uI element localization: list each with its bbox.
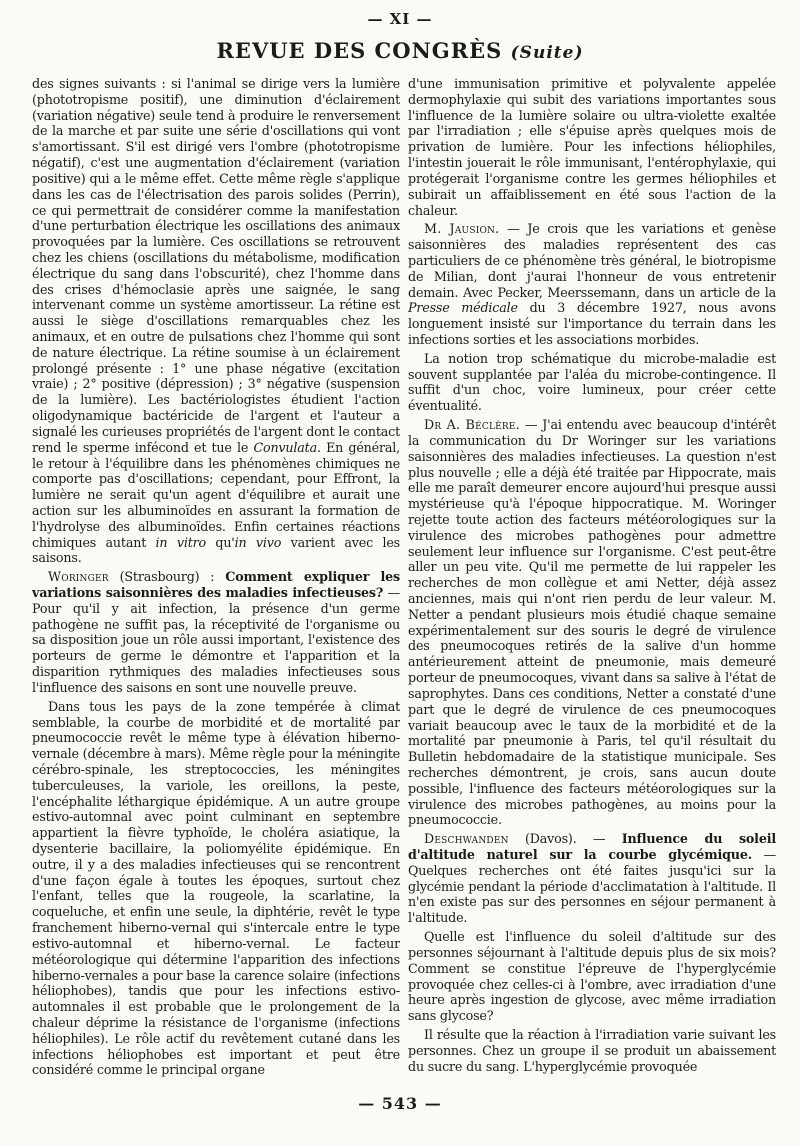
abstract-title: Influence du soleil d'altitude naturel sur la courbe glycémique. (408, 831, 776, 862)
italic-term: in vitro (155, 534, 206, 550)
abstract-title: Comment expliquer les variations saisonnières des maladies infectieuses? (32, 569, 400, 600)
paragraph (32, 76, 400, 566)
text: La notion trop schématique du microbe-maladie est souvent supplantée par l'aléa du microbe-contingence. Il suffit d'un choc, voire lumineux, pour créer cette éventualité. (408, 350, 776, 414)
abstract-heading-woringer (32, 569, 400, 696)
text: En général, le retour à l'équilibre dans les phénomènes chimiques ne comporte pas d'oscillations; cependant, pour Effront, la lumière ne serait qu'un agent d'équilibre et aurait une action sur les albuminoïdes en assurant la formation de l'hydrolyse des albuminoïdes. Enfin certaines réactions chimiques autant (32, 439, 400, 550)
text: — Quelques recherches ont été faites jusqu'ici sur la glycémie pendant la période d'acclimatation à l'altitude. Il n'en existe pas sur des personnes en séjour permanent à l'altitude. (408, 847, 776, 926)
paragraph (408, 76, 776, 218)
speaker-name: Dr A. Béclère. (424, 417, 520, 433)
author-city: (Davos). — (525, 831, 606, 847)
italic-term: Presse médicale (408, 300, 518, 316)
text: d'une immunisation primitive et polyvalente appelée dermophylaxie qui subit des variations importantes sous l'influence de la lumière solaire ou ultra-violette exaltée par l'irradiation ; elle s'épuise après quelques mois de privation de lumière. Pour les infections héliophiles, l'intestin jouerait le rôle immunisant, l'entérophylaxie, qui protégerait l'organisme contre les germes héliophiles et subirait un affaiblissement en été sous l'action de la chaleur. (408, 76, 776, 218)
text: — Pour qu'il y ait infection, la présence d'un germe pathogène ne suffit pas, la réceptivité de l'organisme ou sa disposition joue un rôle aussi important, l'existence des porteurs de germe le démontre et l'apparition et la disparition rythmiques des maladies infectieuses sous l'influence des saisons en sont une nouvelle preuve. (32, 585, 400, 695)
journal-title (0, 38, 800, 63)
speaker-name: M. Jausion. (424, 221, 500, 237)
abstract-heading-deschwanden (408, 831, 776, 926)
paragraph (408, 351, 776, 414)
paragraph (32, 699, 400, 1079)
text: des signes suivants : si l'animal se dirige vers la lumière (phototropisme positif), une diminution d'éclairement (variation négative) seule tend à produire le renversement de la marche et par suite une série d'oscillations qui vont s'amortissant. S'il est dirigé vers l'ombre (phototropisme négatif), c'est une augmentation d'éclairement (variation positive) qui a le même effet. Cette même règle s'applique dans les cas de l'électrisation des parois solides (Perrin), ce qui permettrait de considérer comme la manifestation d'une perturbation électrique les oscillations des animaux provoquées par la lumière. Ces oscillations se retrouvent chez les chiens (oscillations du métabolisme, modification électrique du sang dans l'obscurité), chez l'homme dans des crises d'hémoclasie après une saignée, le sang intervenant comme un système amortisseur. La rétine est aussi le siège d'oscillations remarquables chez les animaux, et en outre de pulsations chez l'homme qui sont de nature électrique. La rétine soumise à un éclairement prolongé présente : 1° une phase négative (excitation vraie) ; 2° positive (dépression) ; 3° négative (suspension de la lumière). Les bactériologistes étudient l'action oligodynamique bactéricide de l'argent et l'auteur a signalé les curieuses propriétés de l'argent dont le contact rend le sperme infécond et tue le (32, 76, 400, 455)
paragraph (408, 929, 776, 1024)
text: varient avec les saisons. (32, 534, 400, 566)
italic-term: in vivo (234, 534, 282, 550)
author-name: Deschwanden (424, 831, 509, 847)
discussion-jausion (408, 221, 776, 348)
discussion-beclere (408, 417, 776, 828)
text: qu' (215, 534, 235, 550)
author-name: Woringer (48, 569, 109, 585)
right-column (408, 76, 776, 1091)
text: Quelle est l'influence du soleil d'altitude sur des personnes séjournant à l'altitude depuis plus de six mois? Comment se constitue l'épreuve de l'hyperglycémie provoquée chez celles-ci à l'ombre, avec irradiation d'une heure après ingestion de glycose, avec même irradiation sans glycose? (408, 929, 776, 1024)
text: — J'ai entendu avec beaucoup d'intérêt la communication du Dr Woringer sur les variations saisonnières des maladies infectieuses. La question n'est plus nouvelle ; elle a déjà été traitée par Hippocrate, mais elle me paraît demeurer encore aujourd'hui presque aussi mystérieuse qu'à l'époque hippocratique. M. Woringer rejette toute action des facteurs météorologiques sur la virulence des microbes pathogènes pour admettre seulement leur influence sur l'organisme. C'est peut-être aller un peu vite. Qu'il me permette de lui rappeler les recherches de mon collègue et ami Netter, déjà assez anciennes, mais qui n'ont rien perdu de leur valeur. M. Netter a pendant plusieurs mois étudié chaque semaine expérimentalement sur des souris le degré de virulence des pneumocoques retirés de la salive d'un homme antérieurement atteint de pneumonie, mais demeuré porteur de pneumocoques, vivant dans sa salive à l'état de saprophytes. Dans ces conditions, Netter a constaté d'une part que le degré de virulence de ces pneumocoques variait beaucoup avec le taux de la morbidité et de la mortalité par pneumonie à Paris, tel qu'il résultait du Bulletin hebdomadaire de la statistique municipale. Ses recherches démontrent, je crois, sans aucun doute possible, l'influence des facteurs météorologiques sur la virulence des microbes pathogènes, au moins pour la pneumococcie. (408, 417, 776, 828)
page-number: — 543 — (358, 1094, 442, 1113)
author-city: (Strasbourg) : (119, 569, 215, 585)
text: Il résulte que la réaction à l'irradiation varie suivant les personnes. Chez un groupe il se produit un abaissement du sucre du sang. L'hyperglycémie provoquée (408, 1026, 776, 1074)
italic-term: Convulata. (253, 439, 321, 455)
roman-page-number: — XI — (367, 10, 433, 28)
journal-title-suffix: (Suite) (510, 43, 584, 63)
text: du 3 décembre 1927, nous avons longuement insisté sur l'importance du terrain dans les infections sorties et les associations morbides. (408, 300, 776, 347)
journal-title-text: REVUE DES CONGRÈS (216, 38, 503, 63)
left-column (32, 76, 400, 1091)
text: Dans tous les pays de la zone tempérée à climat semblable, la courbe de morbidité et de mortalité par pneumococcie revêt le même type à élévation hiberno-vernale (décembre à mars). Même règle pour la méningite cérébro-spinale, les streptococcies, les méningites tuberculeuses, la variole, les oreillons, la peste, l'encéphalite léthargique épidémique. A un autre groupe estivo-automnal avec point culminant en septembre appartient la fièvre typhoïde, le choléra asiatique, la dysenterie bacillaire, la poliomyélite épidémique. En outre, il y a des maladies infectieuses qui se rencontrent d'une façon égale à toutes les époques, surtout chez l'enfant, telles que la rougeole, la scarlatine, la coqueluche, et enfin une seule, la diphtérie, revêt le type franchement hiberno-vernal qui s'intercale entre le type estivo-automnal et hiberno-vernal. Le facteur météorologique qui détermine l'apparition des infections hiberno-vernales a pour base la carence solaire (infections héliophobes), tandis que pour les infections estivo-automnales il est probable que le prolongement de la chaleur déprime la résistance de l'organisme (infections héliophiles). Le rôle actif du revêtement cutané dans les infections héliophobes est important et peut être considéré comme le principal organe (32, 698, 400, 1078)
paragraph (408, 1027, 776, 1074)
text: — Je crois que les variations et genèse saisonnières des maladies représentent des cas particuliers de ce phénomène très général, le biotropisme de Milian, dont j'aurai l'honneur de vous entretenir demain. Avec Pecker, Meerssemann, dans un article de la (408, 221, 776, 300)
